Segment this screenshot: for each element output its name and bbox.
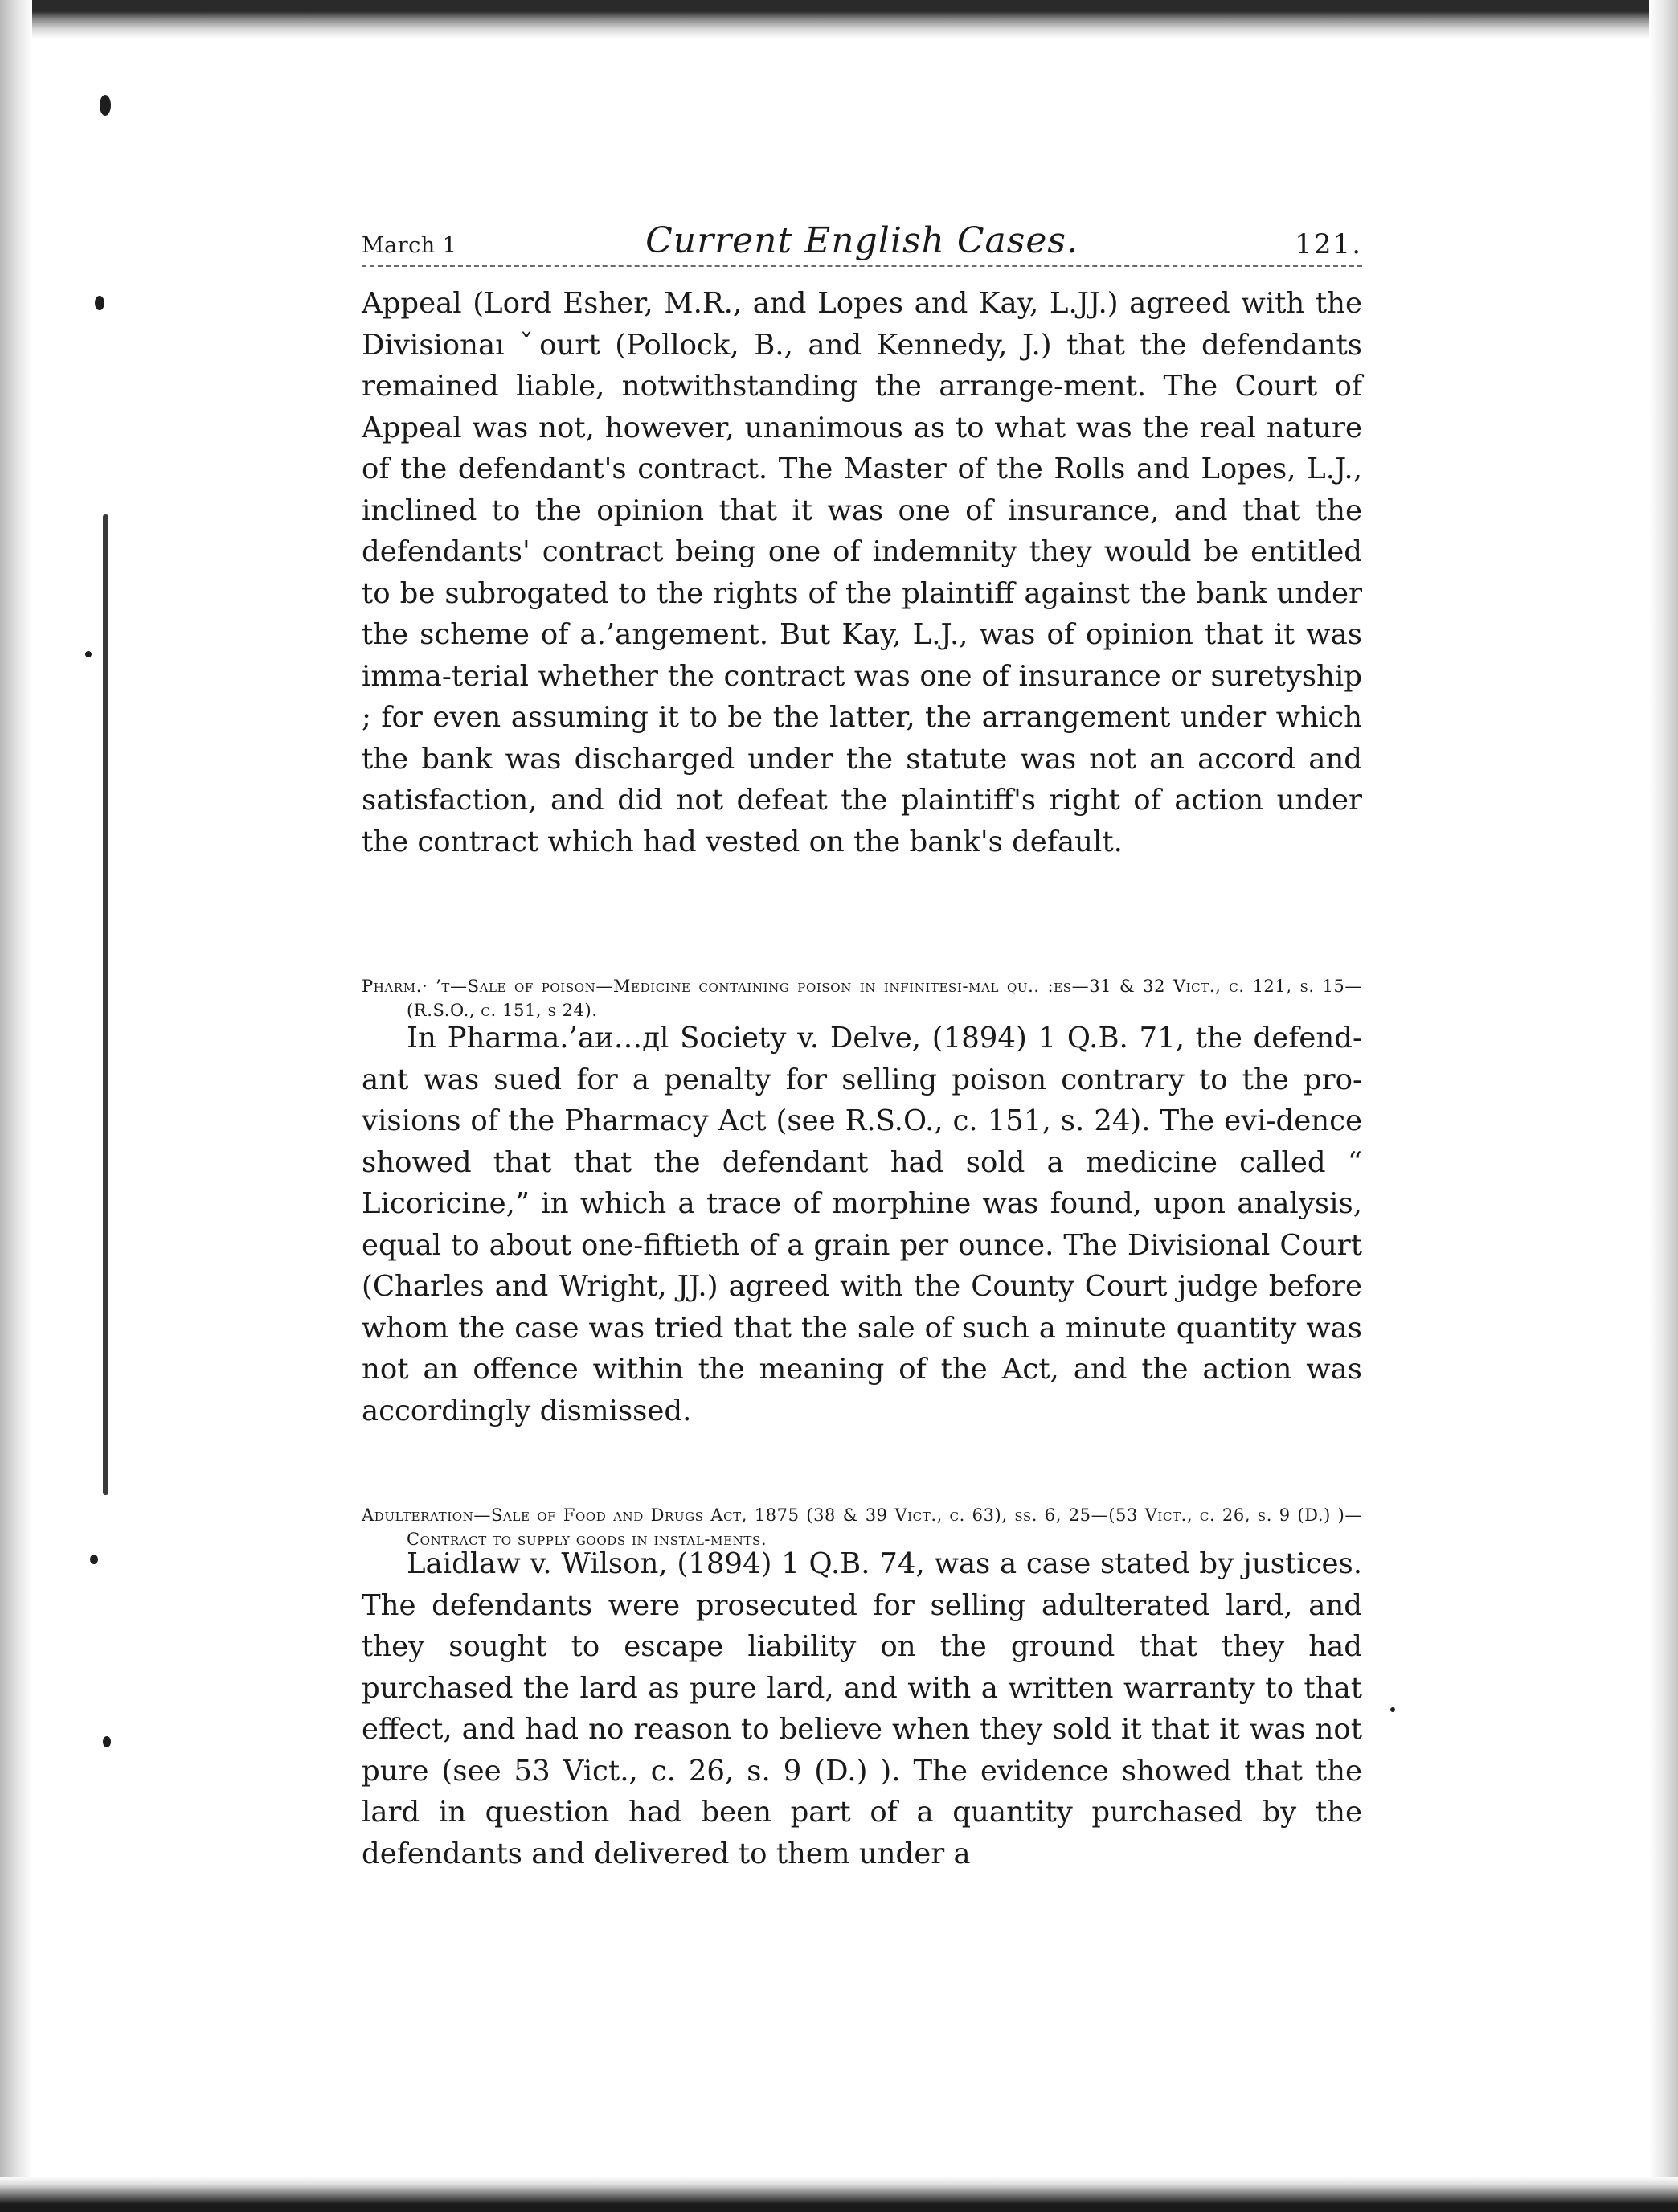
- case-headnote: Adulteration—Sale of Food and Drugs Act, 1875 (38 & 39 Vict., c. 63), ss. 6, 25—(53 Vict., c. 26, s. 9 (D.) )—Contract to supply goods in instal-ments.: [362, 1505, 1362, 1549]
- scan-speck: [95, 296, 104, 310]
- scan-speck: [1390, 1707, 1395, 1712]
- page-number: 121.: [1295, 228, 1362, 260]
- header-title: Current English Cases.: [645, 220, 1078, 261]
- scan-speck: [90, 1555, 98, 1564]
- running-head: [362, 220, 1362, 272]
- header-rule: [362, 265, 1362, 267]
- body-paragraph: In Pharma.’аи…дl Society v. Delve, (1894) 1 Q.B. 71, the defend-ant was sued for a penalty for selling poison contrary to the pro-visions of the Pharmacy Act (see R.S.O., c. 151, s. 24). The evi-dence showed that that the defendant had sold a medicine called “ Licoricine,” in which a trace of morphine was found, upon analysis, equal to about one-fiftieth of a grain per ounce. The Divisional Court (Charles and Wright, JJ.) agreed with the County Court judge before whom the case was tried that the sale of such a minute quantity was not an offence within the meaning of the Act, and the action was accordingly dismissed.: [362, 1022, 1362, 1428]
- scan-edge-top: [0, 0, 1678, 39]
- binding-shadow: [103, 514, 108, 1495]
- body-paragraph: Laidlaw v. Wilson, (1894) 1 Q.B. 74, was a case stated by justices. The defendants were prosecuted for selling adulterated lard, and they sought to escape liability on the ground that they had purchased the lard as pure lard, and with a written warranty to that effect, and had no reason to believe when they sold it that it was not pure (see 53 Vict., c. 26, s. 9 (D.) ). The evidence showed that the lard in question had been part of a quantity purchased by the defendants and delivered to them under a: [362, 1547, 1362, 1870]
- case-headnote: Pharm.· ’t—Sale of poison—Medicine containing poison in infinitesi-mal qu.. :es—31 & 32 Vict., c. 121, s. 15—(R.S.O., c. 151, s 24).: [362, 977, 1362, 1020]
- scan-speck: [103, 1736, 111, 1747]
- header-date: March 1: [362, 233, 457, 258]
- scan-edge-bottom: [0, 2177, 1678, 2212]
- scan-edge-right: [1649, 0, 1678, 2212]
- body-paragraph: Appeal (Lord Esher, M.R., and Lopes and Kay, L.JJ.) agreed with the Divisionaı ˇourt (Pollock, B., and Kennedy, J.) that the defendants remained liable, notwithstanding the arrange-ment. The Court of Appeal was not, however, unanimous as to what was the real nature of the defendant's contract. The Master of the Rolls and Lopes, L.J., inclined to the opinion that it was one of insurance, and that the defendants' contract being one of indemnity they would be entitled to be subrogated to the rights of the plaintiff against the bank under the scheme of a.’angement. But Kay, L.J., was of opinion that it was imma-terial whether the contract was one of insurance or suretyship ; for even assuming it to be the latter, the arrangement under which the bank was discharged under the statute was not an accord and satisfaction, and did not defeat the plaintiff's right of action under the contract which had vested on the bank's default.: [362, 287, 1362, 858]
- scan-speck: [100, 95, 111, 116]
- scan-edge-left: [0, 0, 32, 2212]
- scan-speck: [85, 651, 92, 657]
